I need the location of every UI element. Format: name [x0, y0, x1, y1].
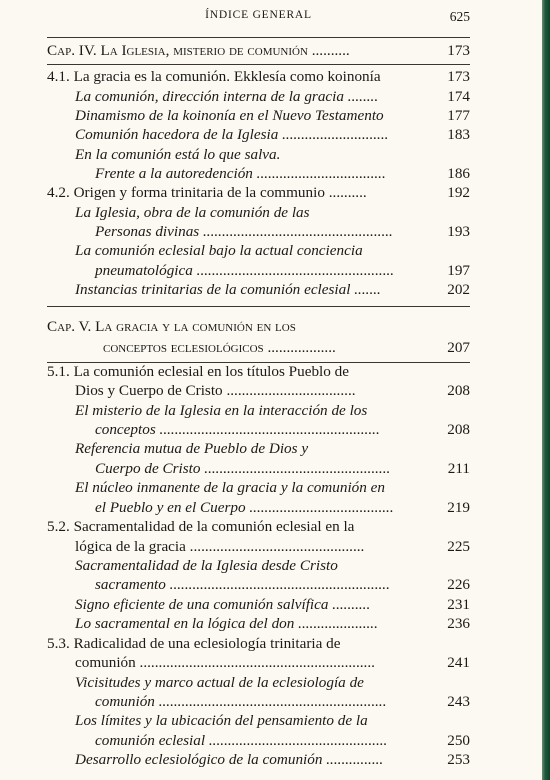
toc-entry-text: Los límites y la ubicación del pensamiento de la [75, 712, 368, 729]
toc-page-number: 173 [447, 68, 470, 85]
toc-subsection-entry [47, 203, 470, 223]
toc-entry-text: Personas divinas .................................................. [95, 223, 393, 240]
toc-subsection-continuation [47, 261, 470, 281]
toc-entry-text: 5.3. Radicalidad de una eclesiología trinitaria de [47, 635, 341, 652]
toc-subsection-entry [47, 556, 470, 576]
toc-section-entry [47, 362, 470, 382]
toc-page-number: 177 [447, 107, 470, 124]
toc-entry-text: Comunión hacedora de la Iglesia ............................ [75, 126, 389, 143]
toc-subsection-entry [47, 87, 470, 107]
toc-subsection-entry [47, 673, 470, 693]
toc-section-entry [47, 183, 470, 203]
running-head-page-number: 625 [449, 9, 470, 24]
toc-page-number: 241 [447, 654, 470, 671]
toc-subsection-continuation [47, 731, 470, 751]
toc-subsection-entry [47, 145, 470, 165]
toc-subsection-entry [47, 439, 470, 459]
toc-entry-text: 5.2. Sacramentalidad de la comunión eclesial en la [47, 518, 355, 535]
toc-entry-text: Lo sacramental en la lógica del don ..................... [75, 615, 378, 632]
toc-entry-text: La comunión eclesial bajo la actual conciencia [75, 242, 363, 259]
toc-entry-text: Cap. IV. La Iglesia, misterio de comunión .......... [47, 42, 350, 59]
toc-subsection-entry [47, 125, 470, 145]
divider [47, 37, 470, 38]
toc-chapter-heading [47, 41, 470, 61]
toc-page-number: 174 [447, 88, 470, 105]
toc-page-number: 225 [447, 538, 470, 555]
toc-entry-text: En la comunión está lo que salva. [75, 146, 281, 163]
toc-page-number: 253 [447, 751, 470, 768]
toc-page-number: 202 [447, 281, 470, 298]
toc-page-number: 197 [447, 262, 470, 279]
toc-page-number: 231 [447, 596, 470, 613]
toc-entry-text: 4.2. Origen y forma trinitaria de la communio .......... [47, 184, 367, 201]
toc-section-continuation [47, 537, 470, 557]
toc-entry-text: sacramento .......................................................... [95, 576, 390, 593]
toc-section-entry [47, 634, 470, 654]
toc-entry-text: Referencia mutua de Pueblo de Dios y [75, 440, 309, 457]
toc-subsection-entry [47, 280, 470, 300]
toc-entry-text: Cuerpo de Cristo ................................................. [95, 460, 391, 477]
toc-section-entry [47, 517, 470, 537]
running-head-title: ÍNDICE GENERAL [205, 9, 312, 21]
toc-subsection-entry [47, 478, 470, 498]
toc-entry-text: Vicisitudes y marco actual de la eclesiología de [75, 674, 364, 691]
toc-entry-text: lógica de la gracia .............................................. [75, 538, 365, 555]
toc-subsection-entry [47, 614, 470, 634]
toc-entry-text: conceptos .......................................................... [95, 421, 380, 438]
book-cover-edge [542, 0, 550, 780]
toc-entry-text: comunión eclesial ............................................... [95, 732, 388, 749]
toc-entry-text: Signo eficiente de una comunión salvífica .......... [75, 596, 371, 613]
toc-chapter-heading-continuation [47, 338, 470, 358]
toc-subsection-entry [47, 595, 470, 615]
toc-page-number: 193 [447, 223, 470, 240]
toc-subsection-continuation [47, 420, 470, 440]
toc-page-number: 208 [447, 421, 470, 438]
toc-subsection-continuation [47, 575, 470, 595]
toc-entry-text: Cap. V. La gracia y la comunión en los [47, 318, 296, 335]
toc-entry-text: El núcleo inmanente de la gracia y la comunión en [75, 479, 386, 496]
toc-section-continuation [47, 381, 470, 401]
toc-page-number: 236 [447, 615, 470, 632]
toc-page-number: 219 [447, 499, 470, 516]
toc-entry-text: conceptos eclesiológicos .................. [103, 339, 336, 356]
toc-entry-text: La Iglesia, obra de la comunión de las [75, 204, 310, 221]
toc-subsection-entry [47, 241, 470, 261]
toc-entry-text: La comunión, dirección interna de la gracia ........ [75, 88, 379, 105]
toc-page-number: 250 [447, 732, 470, 749]
toc-subsection-continuation [47, 459, 470, 479]
toc-page-number: 226 [447, 576, 470, 593]
toc-entry-text: 5.1. La comunión eclesial en los títulos Pueblo de [47, 363, 350, 380]
toc-subsection-entry [47, 106, 470, 126]
toc-entry-text: Instancias trinitarias de la comunión eclesial ....... [75, 281, 381, 298]
toc-entry-text: Sacramentalidad de la Iglesia desde Cristo [75, 557, 338, 574]
toc-page-number: 186 [447, 165, 470, 182]
toc-page-number: 243 [447, 693, 470, 710]
toc-entry-text: 4.1. La gracia es la comunión. Ekklesía como koinonía [47, 68, 381, 85]
toc-entry-text: el Pueblo y en el Cuerpo ...................................... [95, 499, 394, 516]
toc-page-number: 183 [447, 126, 470, 143]
running-head [47, 9, 470, 27]
toc-entry-text: comunión ............................................................ [95, 693, 387, 710]
toc-subsection-entry [47, 401, 470, 421]
toc-section-continuation [47, 653, 470, 673]
toc-page-number: 208 [447, 382, 470, 399]
toc-entry-text: Dinamismo de la koinonía en el Nuevo Testamento [75, 107, 384, 124]
toc-entry-text: pneumatológica .................................................... [95, 262, 395, 279]
toc-subsection-entry [47, 711, 470, 731]
toc-subsection-continuation [47, 222, 470, 242]
divider [47, 306, 470, 307]
toc-entry-text: El misterio de la Iglesia en la interacción de los [75, 402, 368, 419]
toc-subsection-continuation [47, 498, 470, 518]
toc-entry-text: Desarrollo eclesiológico de la comunión ............... [75, 751, 384, 768]
toc-page-number: 192 [447, 184, 470, 201]
toc-entry-text: Dios y Cuerpo de Cristo .................................. [75, 382, 356, 399]
toc-section-entry [47, 67, 470, 87]
toc-subsection-continuation [47, 164, 470, 184]
toc-subsection-entry [47, 750, 470, 770]
toc-page-number: 173 [447, 42, 470, 59]
toc-chapter-heading [47, 317, 470, 337]
toc-subsection-continuation [47, 692, 470, 712]
toc-entry-text: Frente a la autoredención .................................. [95, 165, 386, 182]
toc-page-number: 211 [447, 460, 470, 477]
toc-page-number: 207 [447, 339, 470, 356]
toc-entry-text: comunión .............................................................. [75, 654, 375, 671]
divider [47, 64, 470, 65]
